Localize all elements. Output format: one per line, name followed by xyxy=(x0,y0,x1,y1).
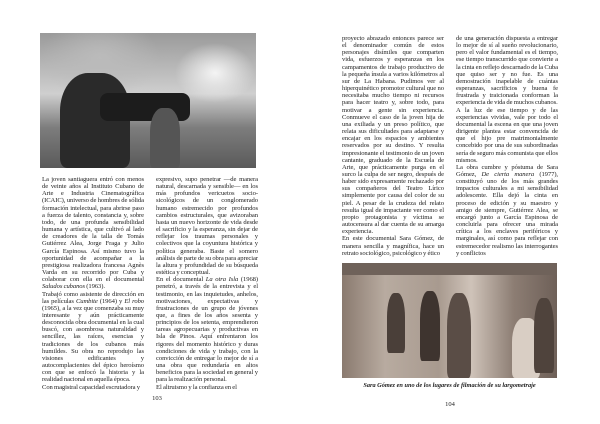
photo-filming-location xyxy=(342,263,557,378)
paragraph: El altruismo y la confianza en el xyxy=(156,383,237,391)
text: (1968) penetró, a través de la entrevista y el testimonio, en las inquietudes, anhelos, motivaciones, expectativas y frustraciones de un grupo de jóvenes que, a fines de los años sesenta y principios de los setenta, emprendieron tareas agropecuarias y productivas en Isla de Pinos. Aquí enfrentaron los rigores del momento histórico y duras condiciones de vida y trabajo, con la convicción de entregar lo mejor de sí a una obra que redundaría en altos beneficios para la sociedad en general y para la realización personal. xyxy=(156,276,258,384)
photo-person xyxy=(387,293,405,353)
right-page-columns xyxy=(342,35,558,257)
paragraph xyxy=(42,176,144,291)
right-page-column-1 xyxy=(342,35,444,257)
photo-figure xyxy=(150,108,180,168)
paragraph: de una generación dispuesta a entregar lo mejor de sí al sueño revolucionario, pero el valor fundamental es el tiempo, ese tiempo transcurrido que convierte a la cinta en reflejo descarnado de la Cuba que quiso ser y no fue. Es una demostración inapelable de cuántas esperanzas, sacrificios y buena fe frustrada y traicionada conforman la experiencia de vida de muchos cubanos. xyxy=(456,35,558,107)
text: (1963). xyxy=(85,283,105,291)
paragraph: En este documental Sara Gómez, de manera sencilla y magnífica, hace un retrato sociológico, psicológico y ético xyxy=(342,235,444,257)
photo-person xyxy=(447,293,471,378)
photo-barber xyxy=(534,298,554,373)
photo-cameraman xyxy=(40,33,256,168)
photo-caption: Sara Gómez en uno de los lugares de filmación de su largometraje xyxy=(363,381,536,389)
page-number-left: 103 xyxy=(152,394,162,402)
text: La obra cumbre y póstuma de Sara Gómez, xyxy=(456,163,558,178)
left-page-column-2 xyxy=(156,176,258,391)
paragraph: expresivo, supo penetrar —de manera natural, descarnada y sensible— en los más profundos vericuetos socio-sicológicos de un conglomerado humano estremecido por profundos cambios estructurales, que avizoraban hasta un nuevo horizonte de vida desde el sacrificio y la esperanza, sin dejar de reflejar los traumas personales y colectivos que la coyuntura histórica y política generaba. Baste el somero análisis de parte de su obra para apreciar la altura y profundidad de su búsqueda estética y conceptual. xyxy=(156,176,258,277)
page-number-right: 104 xyxy=(445,401,455,409)
text: Trabajó como asistente de dirección en las películas xyxy=(42,290,144,305)
paragraph: A la luz de ese tiempo y de las experiencias vividas, vale por todo el documental la escena en que una joven dirigente plantea estar convencida de que el hijo pre matrimonialmente concebido por una de sus subordinadas sería de seguro más comunista que ellos mismos. xyxy=(456,106,558,164)
text: (1965), a la vez que comenzaba su muy interesante y aún prácticamente desconocida obra documental en la cual buscó, con asombrosa naturalidad y sencillez, las raíces, esencias y tradiciones de los cubanos más humildes. Su obra no reprodujo las visiones edificantes y autocomplacientes del épico heroísmo con que se enfocó la historia y la realidad nacional en aquella época. xyxy=(42,304,144,384)
right-page xyxy=(342,35,558,409)
film-title: Cumbite xyxy=(75,297,98,305)
paragraph xyxy=(456,164,558,257)
left-page-column-1 xyxy=(42,176,144,391)
text: (1964) y xyxy=(97,297,125,305)
paragraph xyxy=(42,291,144,384)
left-page xyxy=(42,176,258,403)
text: En el documental xyxy=(156,276,206,284)
right-page-column-2 xyxy=(456,35,558,257)
photo-person xyxy=(420,291,440,361)
photo-awning xyxy=(342,263,557,275)
paragraph: Con magistral capacidad escrutadora y xyxy=(42,383,141,391)
paragraph xyxy=(156,276,258,383)
text: (1977), constituyó uno de los más grandes impactos culturales a mi sensibilidad adolescente. Ella dejó la cinta en proceso de edición y su maestro y amigo de siempre, Gutiérrez Alea, se encargó junto a García Espinosa de concluirla para ofrecer una mirada crítica a los enclaves periféricos y marginales, así como para reflejar con estremecedor realismo las interrogantes y conflictos xyxy=(456,170,558,257)
paragraph: proyecto abrazado entonces parece ser el denominador común de estos personajes disímiles que comparten vida, esfuerzos y esperanzas en los campamentos de trabajo productivo de la pequeña ínsula a varios kilómetros al sur de La Habana. Pudimos ver al hiperquinético promotor cultural que no necesitaba mucho tiempo ni recursos para hacer teatro y, sobre todo, para motivar a gente sin experiencia. Conmueve el caso de la joven hija de una exiliada y un preso político, que relata sus dificultades para adaptarse y encajar en los espacios y ambientes reservados por su destino. Y resulta impresionante el testimonio de un joven cantante, graduado de la Escuela de Arte, que prácticamente purga en el surco la culpa de ser negro, después de haber sido expresamente rechazado por sus compañeros del Teatro Lírico simplemente por causa del color de su piel. A pesar de la crudeza del relato resulta igual de impactante ver como el propio protagonista y víctima se autocensura al dar cuenta de su amarga experiencia. xyxy=(342,35,444,236)
film-title: De cierta manera xyxy=(481,170,535,178)
film-title: El robo xyxy=(124,297,144,305)
film-title: La otra Isla xyxy=(205,276,239,284)
left-page-columns xyxy=(42,176,258,391)
text: La joven santiaguera entró con menos de veinte años al Instituto Cubano de Arte e Industria Cinematográfica (ICAIC), universo de hombres de sólida formación intelectual, para abrirse paso a fuerza de talento, constancia y, sobre todo, de una profunda sensibilidad humana y artística, que cultivó al lado de creadores de la talla de Tomás Gutiérrez Alea, Jorge Fraga y Julio García Espinosa. Así mismo tuvo la oportunidad de acompañar a la prestigiosa realizadora francesa Agnès Varda en su recorrido por Cuba y colaborar con ella en el documental xyxy=(42,176,144,284)
film-title: Saludos cubanos xyxy=(42,283,86,291)
